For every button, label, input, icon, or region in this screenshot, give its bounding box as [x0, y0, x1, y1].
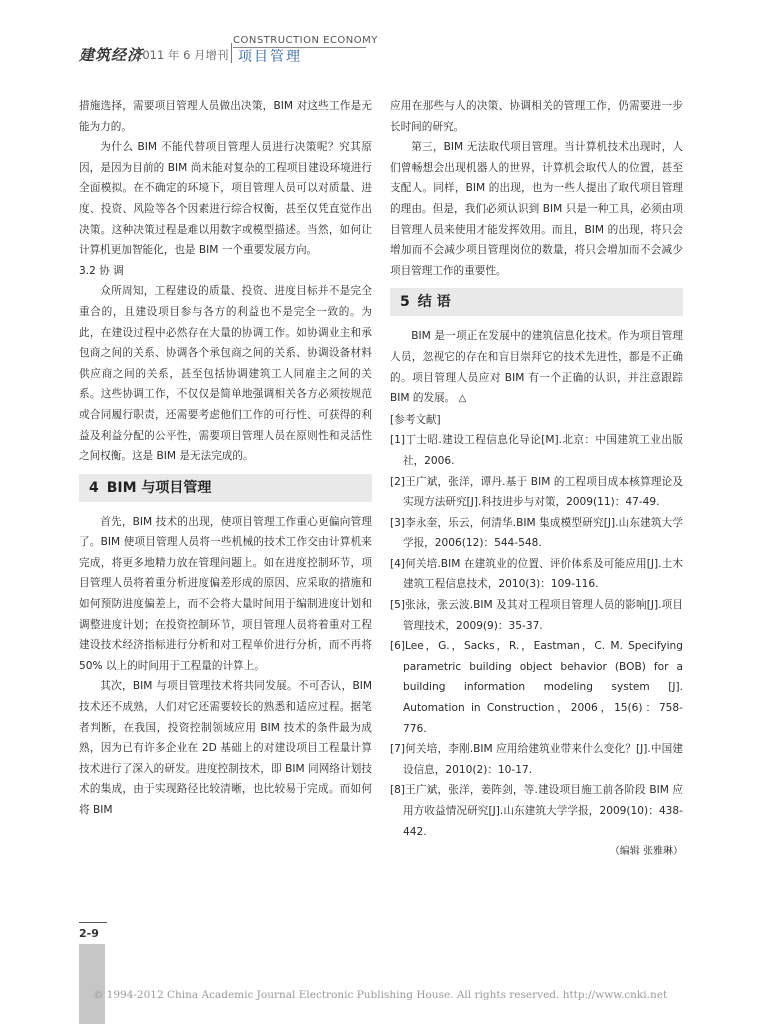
left-paragraph-1: 措施选择，需要项目管理人员做出决策，BIM 对这些工作是无能为力的。: [79, 100, 372, 133]
subsection-heading-3-2: 3.2 协 调: [79, 264, 124, 277]
section-title: 结 语: [417, 294, 451, 311]
left-paragraph-2: 为什么 BIM 不能代替项目管理人员进行决策呢？究其原因，是因为目前的 BIM 尚未能对复杂的工程项目建设环境进行全面模拟。在不确定的环境下，项目管理人员可以对质量、进度、投资、风险等各个因素进行综合权衡，甚至仅凭直觉作出决策。这种决策过程是难以用数字或模型描述。当然，如何让计算机更加智能化，也是 BIM 一个重要发展方向。: [79, 141, 372, 257]
reference-item: [1]丁士昭.建设工程信息化导论[M].北京：中国建筑工业出版社，2006.: [390, 434, 683, 467]
left-paragraph-5: 其次，BIM 与项目管理技术将共同发展。不可否认，BIM 技术还不成熟，人们对它还需要较长的熟悉和适应过程。据笔者判断，在我国，投资控制领域应用 BIM 技术的条件最为成熟，因为已有许多企业在 2D 基础上的对建设项目工程量计算技术进行了深入的研发。进度控制技术，即 BIM 同网络计划技术的集成，由于实现路径比较清晰，也比较易于完成。而如何将 BIM: [79, 680, 372, 816]
reference-item: [7]何关培，李刚.BIM 应用给建筑业带来什么变化？[J].中国建设信息，2010(2)：10-17.: [390, 743, 683, 776]
end-mark-icon: △: [458, 393, 467, 405]
reference-item: [5]张泳，张云波.BIM 及其对工程项目管理人员的影响[J].项目管理技术，2009(9)：35-37.: [390, 599, 683, 632]
right-paragraph-2: 第三，BIM 无法取代项目管理。当计算机技术出现时，人们曾畅想会出现机器人的世界，计算机会取代人的位置，甚至支配人。同样，BIM 的出现，也为一些人提出了取代项目管理的理由。但是，我们必须认识到 BIM 只是一种工具，必须由项目管理人员来使用才能发挥效用。而且，BIM 的出现，将只会增加而不会减少项目管理岗位的数量，将只会增加而不会减少项目管理工作的重要性。: [390, 141, 683, 277]
section-number: 5: [400, 294, 410, 311]
right-paragraph-1: 应用在那些与人的决策、协调相关的管理工作，仍需要进一步长时间的研究。: [390, 100, 683, 133]
section-title: BIM 与项目管理: [106, 479, 212, 496]
reference-item: [4]何关培.BIM 在建筑业的位置、评价体系及可能应用[J].土木建筑工程信息技术，2010(3)：109-116.: [390, 557, 683, 591]
page-header: [0, 0, 760, 70]
copyright-footer: © 1994-2012 China Academic Journal Electronic Publishing House. All rights reserved. http://www.cnki.net: [92, 989, 668, 1001]
reference-item: [8]王广斌，张洋，姜阵剑，等.建设项目施工前各阶段 BIM 应用方收益情况研究[J].山东建筑大学学报，2009(10)：438-442.: [390, 784, 683, 838]
page-number-rule: [79, 922, 107, 923]
left-paragraph-3: 众所周知，工程建设的质量、投资、进度目标并不是完全重合的，且建设项目参与各方的利益也不是完全一致的。为此，在建设过程中必然存在大量的协调工作。如协调业主和承包商之间的关系、协调各个承包商之间的关系、协调设备材料供应商之间的关系，甚至包括协调建筑工人同雇主之间的关系。这些协调工作，不仅仅是简单地强调相关各方必须按规范或合同履行职责，还需要考虑他们工作的可行性、可获得的利益及利益分配的公平性，需要项目管理人员在原则性和灵活性之间权衡。这是 BIM 是无法完成的。: [79, 285, 372, 463]
left-paragraph-4: 首先，BIM 技术的出现，使项目管理工作重心更偏向管理了。BIM 使项目管理人员将一些机械的技术工作交由计算机来完成，将更多地精力放在管理问题上。如在进度控制环节，项目管理人员将着重分析进度偏差形成的原因、应采取的措施和如何预防进度偏差上，而不会将大量时间用于编制进度计划和调整进度计划；在投资控制环节，项目管理人员将着重对工程建设技术经济指标进行分析和对工程单价进行分析，而不再将 50% 以上的时间用于工程量的计算上。: [79, 515, 372, 672]
left-column: [79, 96, 372, 821]
editor-credit: （编辑 张雅琳）: [609, 846, 683, 858]
journal-brand: 建筑经济: [79, 46, 144, 64]
reference-item: [6]Lee，G.，Sacks，R.，Eastman，C. M. Specifying parametric building object behavior (BOB) for a building information modeling system [J]. Automation in Construction，2006，15(6)：758-776.: [390, 640, 683, 735]
journal-english-name: CONSTRUCTION ECONOMY: [233, 35, 378, 46]
margin-bar: [79, 944, 105, 1024]
right-column: [390, 96, 683, 863]
references-title: [参考文献]: [390, 413, 441, 426]
reference-item: [3]李永奎，乐云，何清华.BIM 集成模型研究[J].山东建筑大学学报，2006(12)：544-548.: [390, 516, 683, 550]
section-number: 4: [89, 479, 99, 496]
section-name: 项目管理: [238, 49, 302, 65]
conclusion-text: BIM 是一项正在发展中的建筑信息化技术。作为项目管理人员，忽视它的存在和盲目崇拜它的技术先进性，都是不正确的。项目管理人员应对 BIM 有一个正确的认识，并注意跟踪 BIM 的发展。: [390, 330, 683, 405]
reference-item: [2]王广斌，张洋，谭丹.基于 BIM 的工程项目成本核算理论及实现方法研究[J].科技进步与对策，2009(11)：47-49.: [390, 475, 683, 509]
page-number: 2-9: [79, 927, 99, 940]
section-heading-5: [390, 288, 683, 316]
section-heading-4: [79, 474, 372, 502]
header-divider: [231, 43, 232, 63]
conclusion-paragraph: [390, 326, 683, 409]
issue-label: 2011 年 6 月增刊: [135, 48, 229, 62]
